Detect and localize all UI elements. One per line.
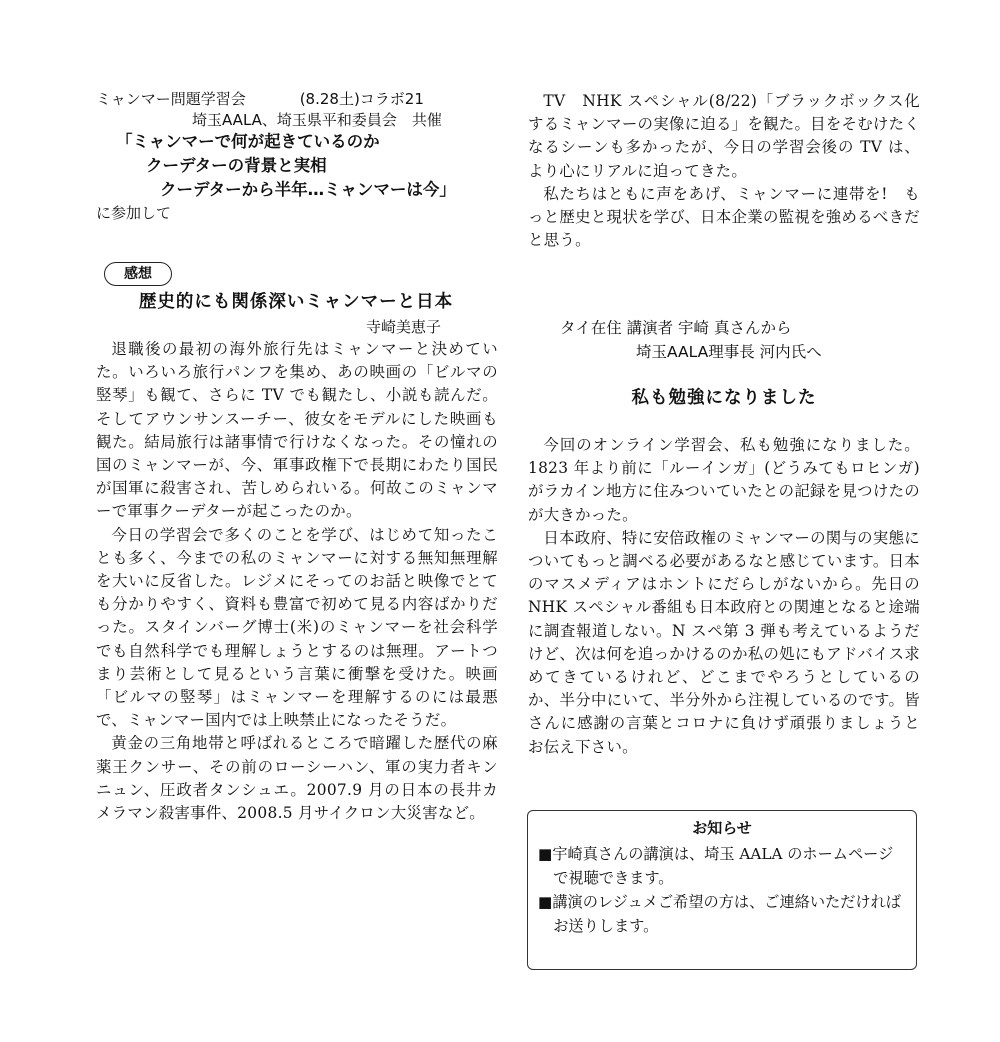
event-header-line1 <box>96 90 516 109</box>
essay-paragraph: 今日の学習会で多くのことを学び、はじめて知ったことも多く、今までの私のミャンマーに対する無知無理解を大いに反省した。レジメにそってのお話と映像でとても分かりやすく、資料も豊富で初めて見る内容ばかりだった。スタインバーグ博士(米)のミャンマーを社会科学でも自然科学でも理解しょうとするのは無理。アートつまり芸術として見るという言葉に衝撃を受けた。映画「ビルマの竪琴」はミャンマーを理解するのには最悪で、ミャンマー国内では上映禁止になったそうだ。 <box>96 525 498 730</box>
letter-to: 埼玉AALA理事長 河内氏へ <box>636 343 822 361</box>
notice-title: お知らせ <box>692 819 752 837</box>
notice-item: ■講演のレジュメご希望の方は、ご連絡いただければお送りします。 <box>538 893 901 935</box>
letter-paragraph: 今回のオンライン学習会、私も勉強になりました。1823 年より前に「ルーインガ」(どうみてもロヒンガ)がラカイン地方に住みついていたとの記録を見つけたのが大きかった。 <box>528 436 920 524</box>
event-name: ミャンマー問題学習会 <box>96 90 246 108</box>
essay-body <box>96 338 498 825</box>
essay-paragraph: 退職後の最初の海外旅行先はミャンマーと決めていた。いろいろ旅行パンフを集め、あの映画の「ビルマの竪琴」も観て、さらに TV でも観たし、小説も読んだ。そしてアウンサンスーチー、彼女をモデルにした映画も観た。結局旅行は諸事情で行けなくなった。その憧れの国のミャンマーが、今、軍事政権下で長期にわたり国民が国軍に殺害され、苦しめられいる。何故このミャンマーで軍事クーデターが起こったのか。 <box>96 340 498 521</box>
event-sponsors: 埼玉AALA、埼玉県平和委員会 共催 <box>192 111 442 129</box>
event-title-line2: クーデターの背景と実相 <box>146 156 327 175</box>
essay-continuation <box>528 90 920 252</box>
impression-badge: 感想 <box>104 262 172 286</box>
letter-title: 私も勉強になりました <box>631 388 817 408</box>
event-header-tail: に参加して <box>96 204 172 222</box>
event-title-line3: クーデターから半年…ミャンマーは今」 <box>160 180 456 199</box>
letter-from: タイ在住 講演者 宇崎 真さんから <box>560 319 792 337</box>
event-title-line1: 「ミャンマーで何が起きているのか <box>116 132 380 151</box>
notice-box <box>527 810 917 970</box>
letter-paragraph: 日本政府、特に安倍政権のミャンマーの関与の実態についてもっと調べる必要があるなと感じています。日本のマスメディアはホントにだらしがないから。先日の NHK スペシャル番組も日本政府との関連となると途端に調査報道しない。N スペ第 3 弾も考えているようだけど、次は何を追っかけるのか私の処にもアドバイス求めてきているけれど、どこまでやろうとしているのか、半分中にいて、半分外から注視しているのです。皆さんに感謝の言葉とコロナに負けず頑張りましょうとお伝え下さい。 <box>528 528 920 756</box>
essay-title: 歴史的にも関係深いミャンマーと日本 <box>138 292 454 312</box>
essay-author: 寺崎美恵子 <box>366 318 442 336</box>
essay-paragraph: 私たちはともに声をあげ、ミャンマーに連帯を! もっと歴史と現状を学び、日本企業の監視を強めるべきだと思う。 <box>528 184 920 250</box>
letter-sender <box>560 316 920 364</box>
event-date-venue: (8.28土)コラボ21 <box>299 90 424 108</box>
letter-body <box>528 434 920 759</box>
essay-paragraph: 黄金の三角地帯と呼ばれるところで暗躍した歴代の麻薬王クンサー、その前のローシーハン、軍の実力者キンニュン、圧政者タンシュエ。2007.9 月の日本の長井カメラマン殺害事件、2008.5 月サイクロン大災害など。 <box>96 734 498 823</box>
event-title <box>96 130 516 202</box>
event-header <box>96 90 516 223</box>
essay-paragraph: TV NHK スペシャル(8/22)「ブラックボックス化するミャンマーの実像に迫る」を観た。目をそむけたくなるシーンも多かったが、今日の学習会後の TV は、より心にリアルに迫ってきた。 <box>528 92 920 180</box>
notice-item: ■宇崎真さんの講演は、埼玉 AALA のホームページで視聴できます。 <box>538 845 894 887</box>
